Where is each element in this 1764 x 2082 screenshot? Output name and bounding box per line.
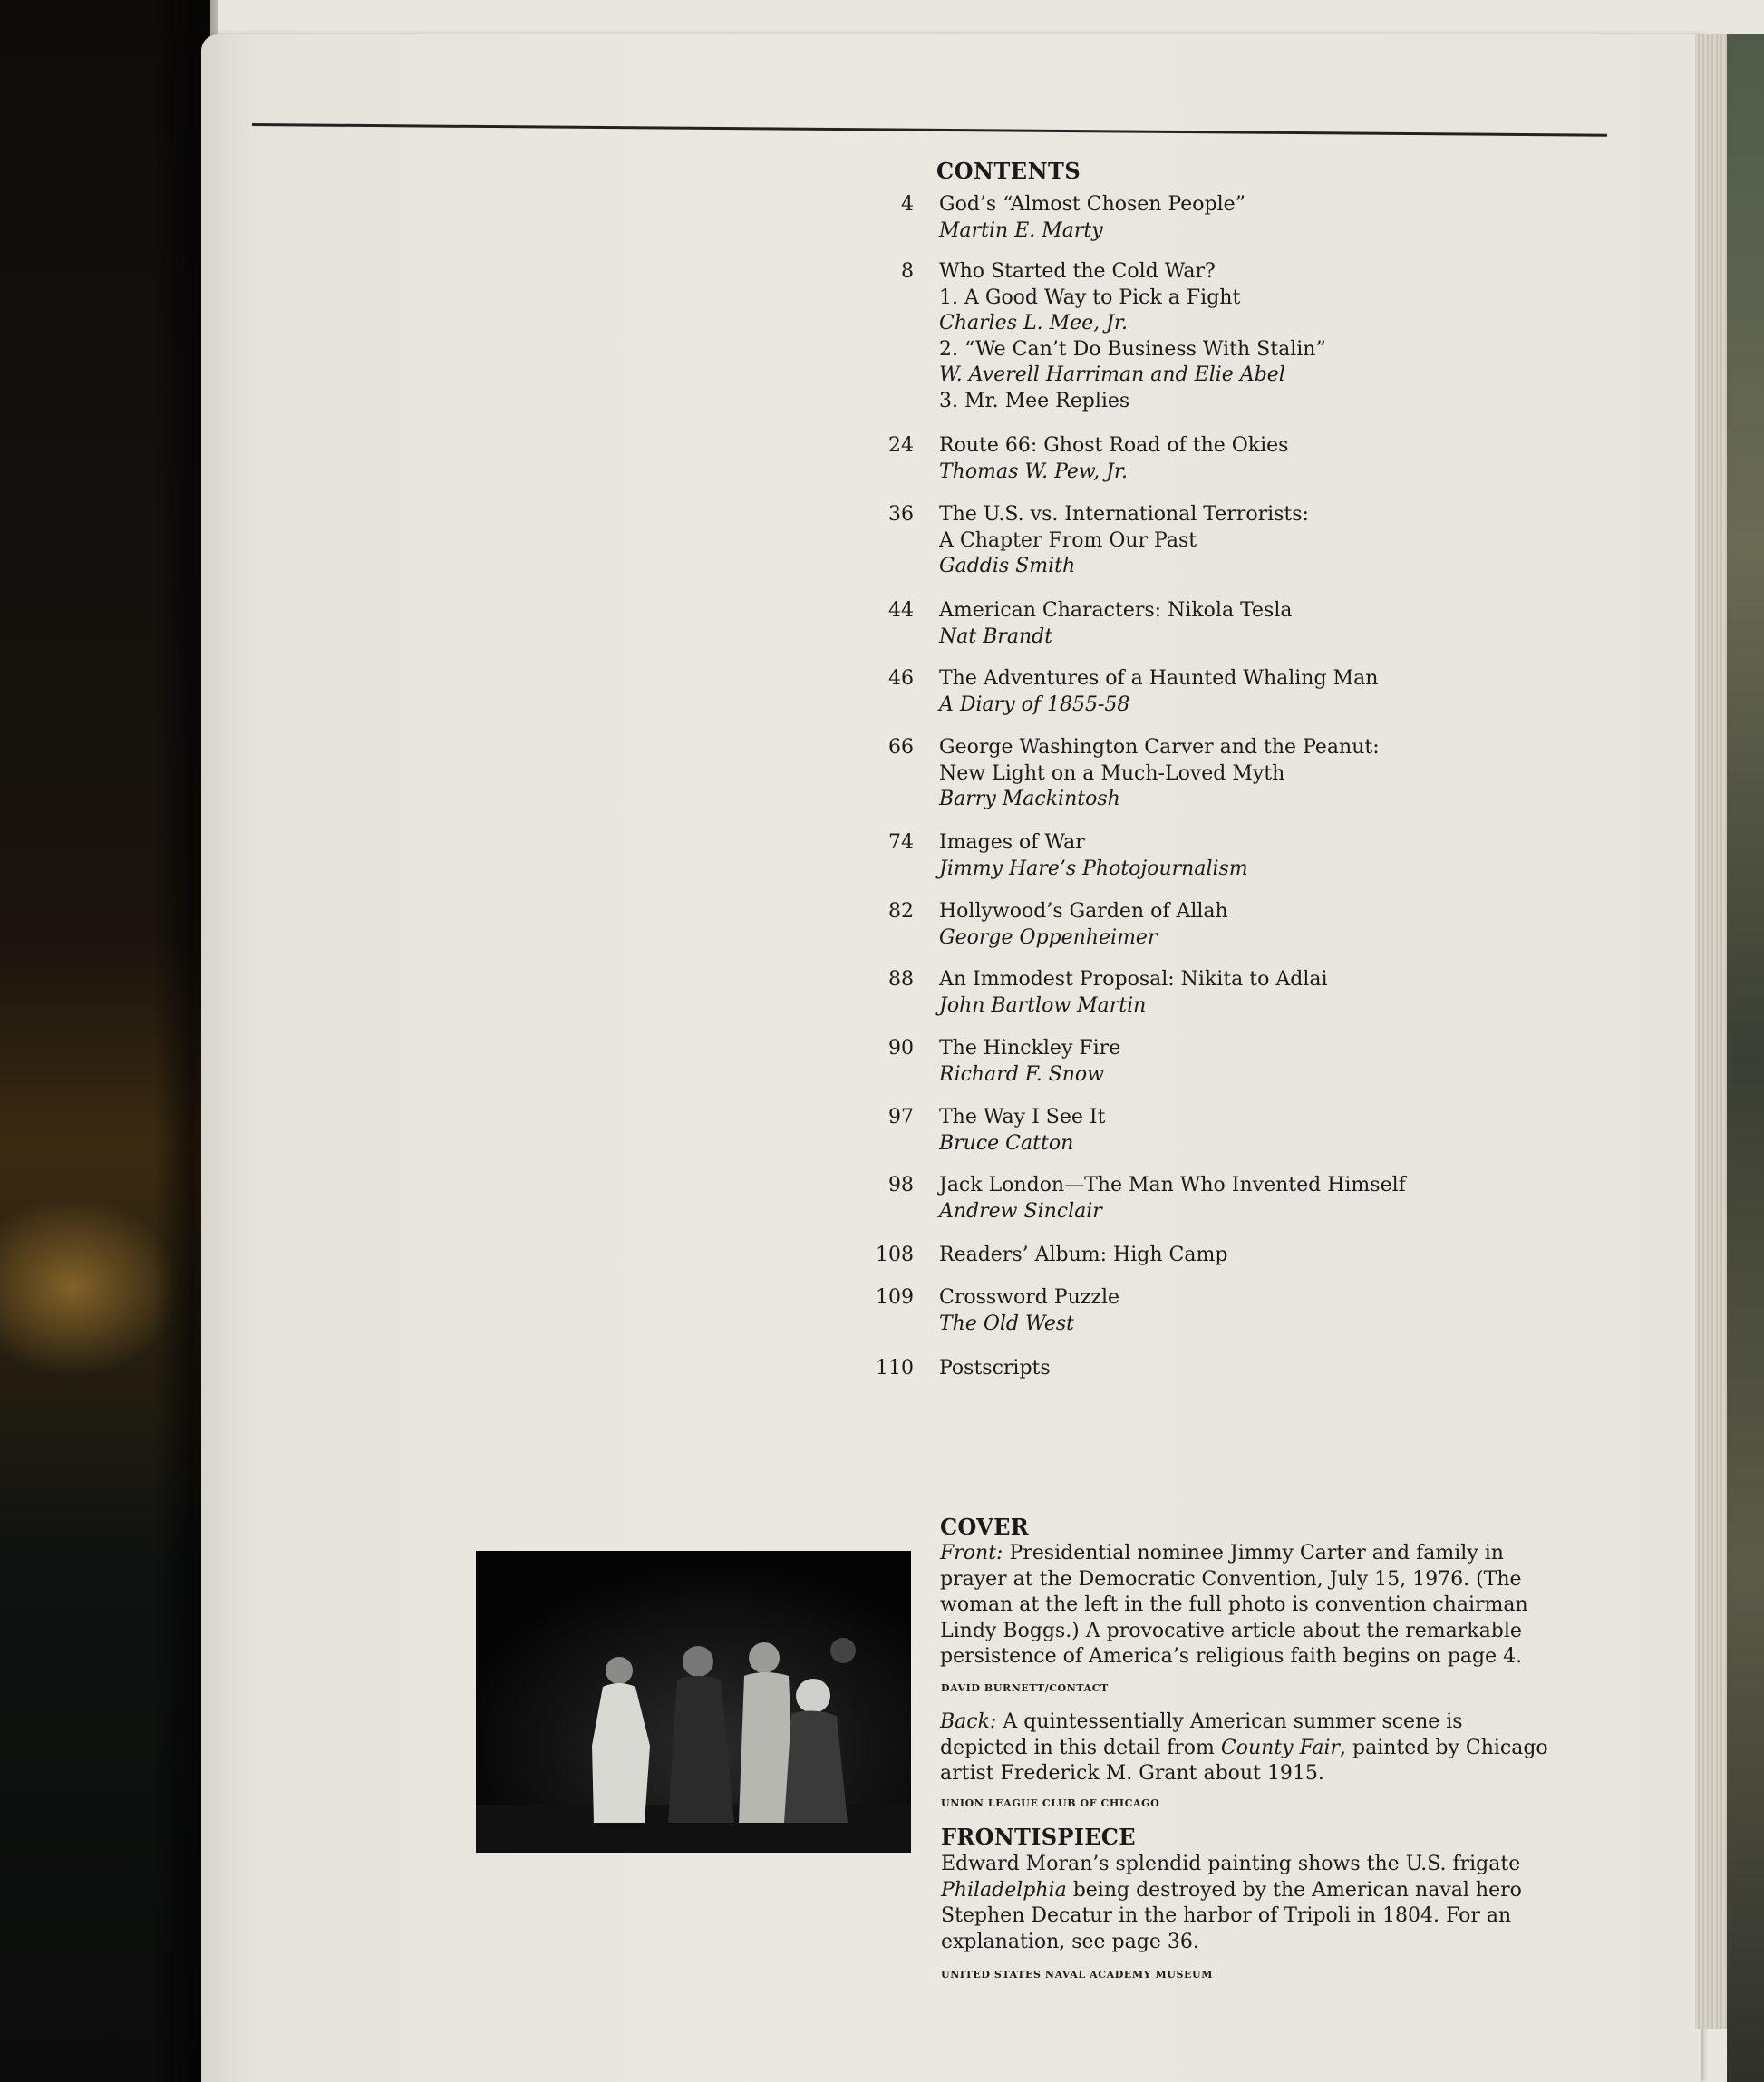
toc-title-line: Crossword Puzzle	[939, 1286, 1120, 1309]
toc-author: A Diary of 1855-58	[939, 692, 1130, 716]
toc-author: Jimmy Hare’s Photojournalism	[939, 857, 1248, 880]
toc-entry-text	[939, 1356, 1501, 1382]
toc-title-line: Postscripts	[939, 1357, 1051, 1380]
cover-front-text	[940, 1541, 1556, 1670]
toc-entry-text	[939, 1036, 1501, 1088]
toc-title-line: Route 66: Ghost Road of the Okies	[939, 434, 1289, 457]
toc-page-number: 8	[901, 260, 914, 283]
cover-front-line-4: Lindy Boggs.) A provocative article about the remarkable	[940, 1619, 1522, 1642]
toc-title-line: God’s “Almost Chosen People”	[939, 193, 1245, 216]
toc-author: Andrew Sinclair	[939, 1199, 1102, 1223]
book-cover-board	[1727, 34, 1764, 2082]
toc-page-number: 24	[888, 434, 914, 457]
toc-page-number: 82	[888, 900, 914, 923]
toc-title-line: 1. A Good Way to Pick a Fight	[939, 286, 1241, 309]
frontispiece-text	[941, 1852, 1557, 1955]
toc-author: Nat Brandt	[939, 625, 1053, 648]
toc-page-number: 108	[876, 1244, 914, 1266]
cover-back-line-3: artist Frederick M. Grant about 1915.	[940, 1762, 1324, 1785]
toc-title-line: Images of War	[939, 831, 1085, 854]
toc-author: Charles L. Mee, Jr.	[939, 312, 1129, 334]
frontispiece-line-4: explanation, see page 36.	[941, 1930, 1199, 1953]
toc-page-number: 74	[888, 831, 914, 854]
toc-page-number: 98	[888, 1174, 914, 1196]
toc-page-number: 4	[901, 193, 914, 216]
toc-entry-text	[939, 502, 1501, 580]
toc-title-line: Readers’ Album: High Camp	[939, 1244, 1228, 1266]
toc-title-line: George Washington Carver and the Peanut:	[939, 736, 1380, 759]
toc-title-line: The Hinckley Fire	[939, 1037, 1121, 1060]
toc-entry-text	[939, 1105, 1501, 1157]
toc-page-number: 66	[888, 736, 914, 759]
front-label: Front:	[940, 1542, 1003, 1564]
toc-entry-text	[939, 967, 1501, 1019]
frontispiece-line-1: Edward Moran’s splendid painting shows the U.S. frigate	[941, 1853, 1521, 1875]
toc-entry-text	[939, 1285, 1501, 1337]
toc-entry-text	[939, 259, 1501, 414]
toc-author: Bruce Catton	[939, 1131, 1074, 1155]
toc-page-number: 36	[888, 503, 914, 526]
toc-entry-text	[939, 433, 1501, 485]
toc-title-line: The Way I See It	[939, 1106, 1106, 1128]
toc-author: Richard F. Snow	[939, 1062, 1104, 1086]
cover-photo-image	[476, 1551, 911, 1853]
frontispiece-line-3: Stephen Decatur in the harbor of Tripoli in 1804. For an	[941, 1904, 1512, 1927]
toc-author: Gaddis Smith	[939, 555, 1076, 577]
cover-heading: COVER	[940, 1514, 1029, 1540]
toc-title-line: 2. “We Can’t Do Business With Stalin”	[939, 337, 1326, 361]
toc-page-number: 97	[888, 1106, 914, 1128]
front-photo-credit: DAVID BURNETT/CONTACT	[941, 1682, 1109, 1694]
cover-back-line-1: Back: A quintessentially American summer scene is	[940, 1710, 1463, 1733]
toc-title-line: American Characters: Nikola Tesla	[939, 599, 1293, 622]
toc-title-line: Who Started the Cold War?	[939, 260, 1216, 283]
toc-entry-text	[939, 666, 1501, 718]
back-photo-credit: UNION LEAGUE CLUB OF CHICAGO	[941, 1797, 1160, 1809]
toc-author: Barry Mackintosh	[939, 788, 1120, 810]
toc-page-number: 46	[888, 667, 914, 690]
toc-title-line: 3. Mr. Mee Replies	[939, 389, 1130, 412]
back-label: Back:	[940, 1710, 997, 1733]
toc-author: Thomas W. Pew, Jr.	[939, 460, 1129, 483]
toc-author: W. Averell Harriman and Elie Abel	[939, 363, 1285, 386]
toc-entry-text	[939, 192, 1501, 244]
toc-entry-text	[939, 899, 1501, 951]
toc-page-number: 110	[876, 1357, 914, 1380]
frontispiece-heading: FRONTISPIECE	[941, 1824, 1136, 1850]
cover-back-line-2: depicted in this detail from County Fair, painted by Chicago	[940, 1736, 1548, 1759]
toc-title-line: The U.S. vs. International Terrorists:	[939, 503, 1309, 526]
toc-title-line: New Light on a Much-Loved Myth	[939, 761, 1285, 785]
frontispiece-credit: UNITED STATES NAVAL ACADEMY MUSEUM	[941, 1969, 1213, 1980]
toc-author: George Oppenheimer	[939, 925, 1158, 949]
frontispiece-line-2: Philadelphia being destroyed by the American naval hero	[941, 1878, 1522, 1902]
toc-title-line: The Adventures of a Haunted Whaling Man	[939, 667, 1379, 690]
toc-title-line: An Immodest Proposal: Nikita to Adlai	[939, 968, 1328, 991]
cover-front-line-1: Front: Presidential nominee Jimmy Carter and family in	[940, 1542, 1504, 1564]
toc-page-number: 44	[888, 599, 914, 622]
cover-back-text	[940, 1709, 1556, 1787]
page-edges	[1695, 34, 1731, 2029]
toc-page-number: 90	[888, 1037, 914, 1060]
contents-heading: CONTENTS	[936, 158, 1081, 184]
toc-entry-text	[939, 598, 1501, 650]
painting-title: County Fair	[1220, 1736, 1341, 1759]
toc-page-number: 88	[888, 968, 914, 991]
ship-name: Philadelphia	[941, 1878, 1067, 1902]
toc-title-line: A Chapter From Our Past	[939, 528, 1197, 552]
cover-front-line-2: prayer at the Democratic Convention, July 15, 1976. (The	[940, 1567, 1522, 1591]
toc-title-line: Jack London—The Man Who Invented Himself	[939, 1174, 1406, 1196]
toc-author: John Bartlow Martin	[939, 993, 1147, 1017]
cover-photo	[476, 1551, 911, 1853]
toc-entry-text	[939, 1173, 1501, 1225]
cover-front-line-5: persistence of America’s religious faith begins on page 4.	[940, 1645, 1523, 1668]
toc-title-line: Hollywood’s Garden of Allah	[939, 900, 1228, 923]
toc-entry-text	[939, 1243, 1501, 1269]
toc-author: Martin E. Marty	[939, 218, 1103, 242]
toc-entry-text	[939, 830, 1501, 882]
cover-front-line-3: woman at the left in the full photo is convention chairman	[940, 1593, 1528, 1616]
toc-author: The Old West	[939, 1312, 1074, 1335]
toc-page-number: 109	[876, 1286, 914, 1309]
toc-entry-text	[939, 735, 1501, 813]
